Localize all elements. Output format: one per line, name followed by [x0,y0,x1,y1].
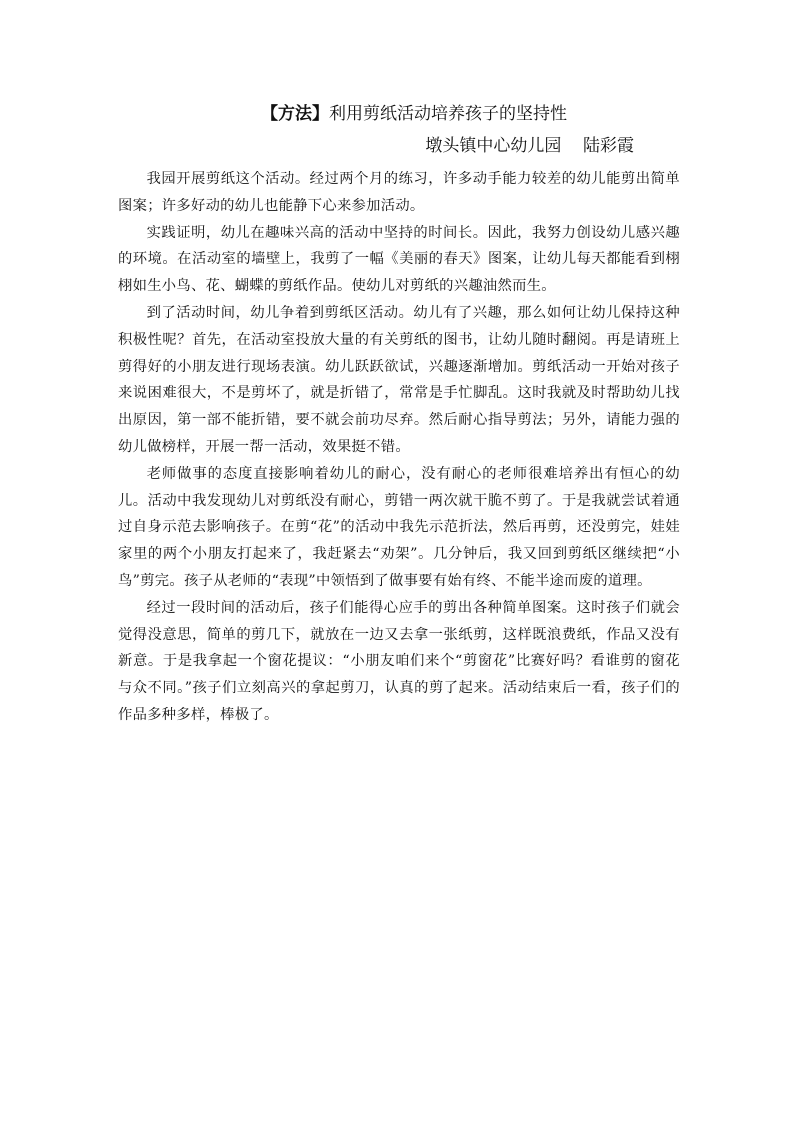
paragraph-4: 老师做事的态度直接影响着幼儿的耐心，没有耐心的老师很难培养出有恒心的幼儿。活动中我发现幼儿对剪纸没有耐心，剪错一两次就干脆不剪了。于是我就尝试着通过自身示范去影响孩子。在剪“花”的活动中我先示范折法，然后再剪，还没剪完，娃娃家里的两个小朋友打起来了，我赶紧去“劝架”。几分钟后，我又回到剪纸区继续把“小鸟”剪完。孩子从老师的“表现”中领悟到了做事要有始有终、不能半途而废的道理。 [118,465,680,589]
title-text: 利用剪纸活动培养孩子的坚持性 [329,104,567,124]
paragraph-3: 到了活动时间，幼儿争着到剪纸区活动。幼儿有了兴趣，那么如何让幼儿保持这种积极性呢？首先，在活动室投放大量的有关剪纸的图书，让幼儿随时翻阅。再是请班上剪得好的小朋友进行现场表演。幼儿跃跃欲试，兴趣逐渐增加。剪纸活动一开始对孩子来说困难很大，不是剪坏了，就是折错了，常常是手忙脚乱。这时我就及时帮助幼儿找出原因，第一部不能折错，要不就会前功尽弃。然后耐心指导剪法；另外，请能力强的幼儿做榜样，开展一帮一活动，效果挺不错。 [118,304,680,455]
title-bracket: 【方法】 [261,104,329,124]
author-line: 墩头镇中心幼儿园 陆彩霞 [425,136,634,156]
document-title [118,100,680,128]
paragraph-5: 经过一段时间的活动后，孩子们能得心应手的剪出各种简单图案。这时孩子们就会觉得没意思，简单的剪几下，就放在一边又去拿一张纸剪，这样既浪费纸，作品又没有新意。于是我拿起一个窗花提议：“小朋友咱们来个“剪窗花”比赛好吗？看谁剪的窗花与众不同。”孩子们立刻高兴的拿起剪刀，认真的剪了起来。活动结束后一看，孩子们的作品多种多样，棒极了。 [118,599,680,723]
paragraph-1: 我园开展剪纸这个活动。经过两个月的练习，许多动手能力较差的幼儿能剪出简单图案；许多好动的幼儿也能静下心来参加活动。 [118,171,680,214]
document-page [118,100,680,729]
paragraph-2: 实践证明，幼儿在趣味兴高的活动中坚持的时间长。因此，我努力创设幼儿感兴趣的环境。在活动室的墙壁上，我剪了一幅《美丽的春天》图案，让幼儿每天都能看到栩栩如生小鸟、花、蝴蝶的剪纸作品。使幼儿对剪纸的兴趣油然而生。 [118,224,680,295]
